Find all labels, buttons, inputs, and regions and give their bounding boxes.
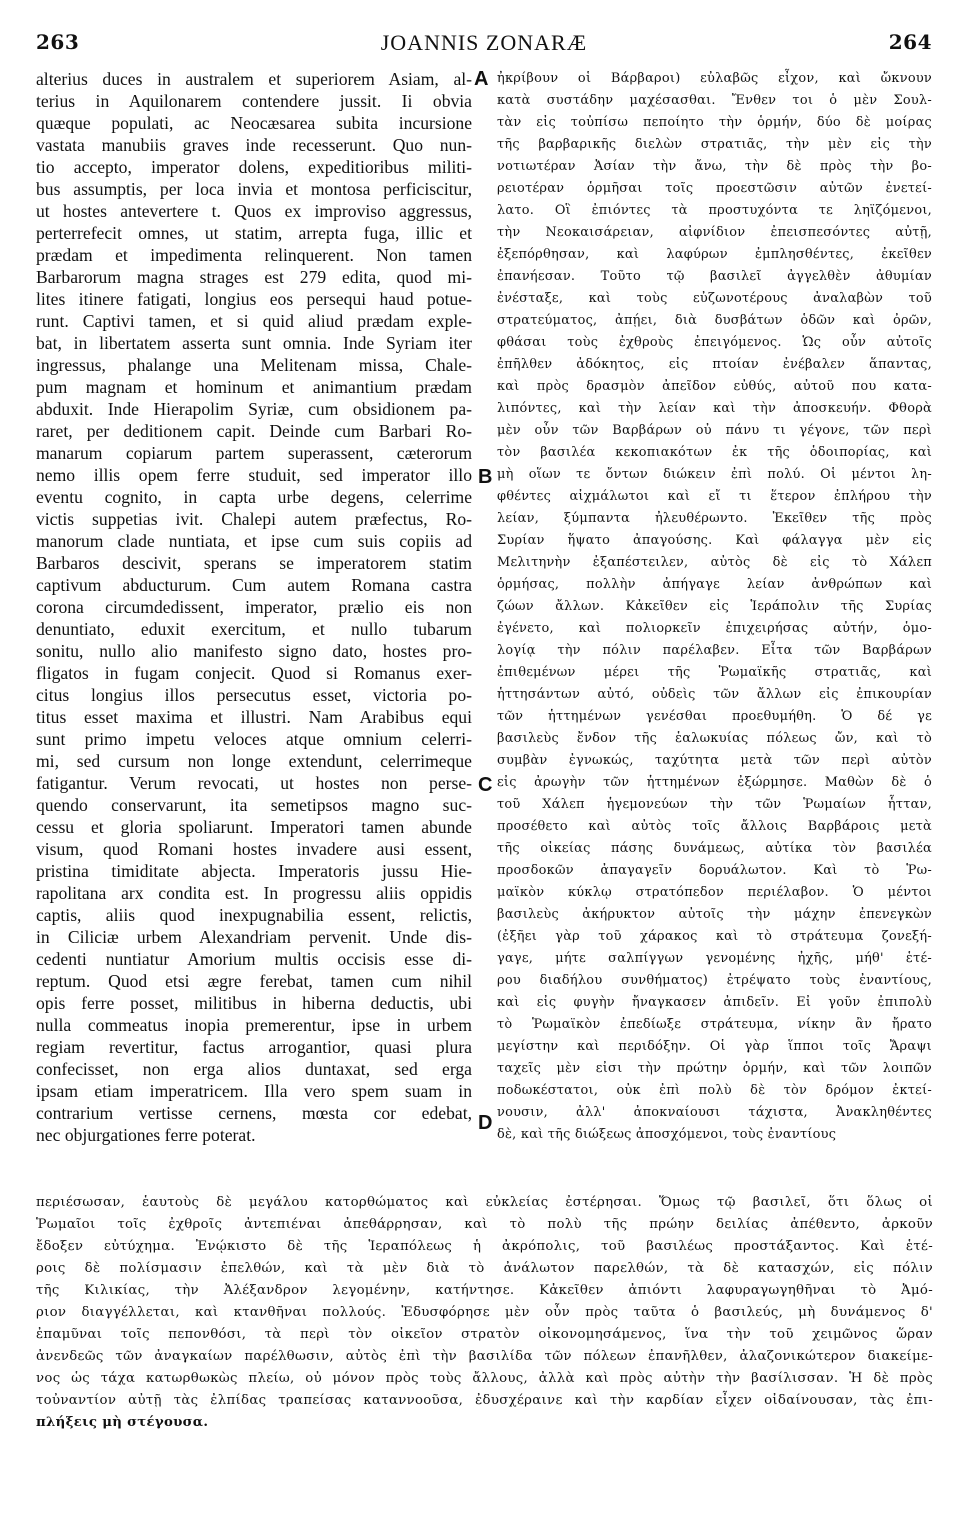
greek-text-line: μὲν οὖν τῶν Βαρβάρων οὐ πάνυ τι γέγονε, τῶν περὶ [497,423,932,438]
greek-text-line: φθέντες αἰχμάλωτοι καὶ εἴ τι ἕτερον ἐπλήρου τὴν [497,489,932,504]
greek-text-line: γαγε, μήτε σαλπίγγων γενομένης ἠχῆς, μήθ' ἑτέ- [497,951,932,966]
latin-text-line: confecisset, non erga alios duntaxat, sed erga [36,1059,472,1079]
right-page-number: 264 [888,30,932,54]
latin-text-line: abduxit. Inde Hierapolim Syriæ, cum obsidionem pa- [36,399,472,419]
latin-text-line: sonitu, nullo alio manifesto signo dato, hostes pro- [36,641,472,661]
latin-text-line: quæque populati, ac Neocæsarea subita incursione [36,113,472,133]
running-title: JOANNIS ZONARÆ [380,30,588,55]
latin-text-line: runt. Captivi tamen, et si quid aliud prædam explе- [36,311,472,331]
latin-text-line: mi, sed cursum non longe extendunt, celerrimeque [36,751,472,771]
greek-full-width-line: ροις δὲ πολίσμασιν ἐπελθών, καὶ τὰ μὲν διὰ τὸ ἀνάλωτον παρελθών, τὰ δὲ κατασχών, εἰς πόλιν [36,1261,933,1276]
latin-text-line: regiam revertitur, factus arrogantior, quasi plura [36,1037,472,1057]
greek-text-line: συμβὰν ἐγνωκώς, ταχύτητα μετὰ τῶν περὶ αὐτὸν [497,753,932,768]
greek-column [497,68,932,1146]
greek-text-line: εἰς ἀρωγὴν τῶν ἡττημένων ἐξώρμησε. Μαθὼν δὲ ὁ [497,775,932,790]
greek-full-width-line: περιέσωσαν, ἑαυτοὺς δὲ μεγάλου κατορθώματος καὶ εὐκλείας ἐστέρησαι. Ὅμως τῷ βασιλεῖ, ὅτι ὅλως οἱ [36,1195,933,1210]
latin-text-line: captis, aliis quod inexpugnabilia essent, relictis, [36,905,472,925]
section-marker-c: C [478,774,493,796]
latin-text-line: ingressus, phalange una Melitenam missa, Chale- [36,355,472,375]
latin-text-line: victis suppetias ivit. Chalepi autem præfectus, Ro- [36,509,472,529]
latin-text-line: opis ferre posset, militibus in hiberna deductis, ubi [36,993,472,1013]
greek-text-line: ἐγένετο, καὶ πολιορκεῖν ἐπιχειρήσας αὐτήν, ὁμο- [497,621,932,636]
latin-text-line: ut hostes antevertere t. Quos ex improviso aggressus, [36,201,472,221]
greek-text-line: δὲ, καὶ τῆς διώξεως ἀποσχόμενοι, τοὺς ἐναντίους [497,1127,837,1142]
latin-text-line: corona circumdedissent, imperator, prælio eis non [36,597,472,617]
latin-text-line: nemo illis opem ferre studuit, sed imperator illo [36,465,472,485]
latin-text-line: alterius duces in australem et superiorem Asiam, al- [36,69,472,89]
greek-text-line: τῆς βαρβαρικῆς διελὼν στρατιᾶς, τὴν μὲν εἰς τὴν [497,137,932,152]
greek-text-line: ἐπιθεμένων μέρει τῆς Ῥωμαϊκῆς στρατιᾶς, καὶ [497,665,932,680]
latin-text-line: prædam et impedimenta relinquerent. Non tamen [36,245,472,265]
latin-text-line: quendo conservarunt, ita semetipsos magno suc- [36,795,472,815]
greek-full-width-line: ἔδοξεν εὐτύχημα. Ἐνῴκιστο δὲ τῆς Ἱεραπόλεως ἡ ἀκρόπολις, τοῦ βασιλέως προστάξαντος. Καὶ ἑτέ- [36,1239,933,1254]
greek-full-width-block [36,1192,933,1434]
section-marker-d: D [478,1112,493,1134]
latin-text-line: bus assumptis, per loca invia et montosa perficiscitur, [36,179,472,199]
latin-text-line: titus esset maxima et illustri. Nam Arabibus equi [36,707,472,727]
greek-text-line: καὶ εἰς φυγὴν ἤναγκασεν ἀπιδεῖν. Εἰ γοῦν ἐπιπολὺ [497,995,932,1010]
greek-full-width-line: ἀνενδεῶς τῶν ἀναγκαίων παρέλθωσιν, αὐτὸς ἐπὶ τὴν βασιλίδα τῶν πόλεων ἐπανῆλθεν, ἀλαζονικώτερον διακείμε- [36,1349,933,1364]
greek-text-line: ρου διαδήλου συνθήματος) ἐτρέψατο τοὺς ἐναντίους, [497,973,932,988]
latin-text-line: eventu cognito, in capta urbe degens, celerrime [36,487,472,507]
latin-text-line: pum magnam et hominum et animantium prædam [36,377,472,397]
running-header [36,30,932,58]
greek-text-line: ταχεῖς μὲν εἰσι τὴν πρώτην ὁρμήν, καὶ τῶν λοιπῶν [497,1061,932,1076]
greek-full-width-line: νος ὡς τάχα κατωρθωκὼς πλείω, οὐ μόνον πρὸς τοὺς ἄλλους, ἀλλὰ καὶ πρὸς αὐτὴν τὴν βασίλισσαν. Ἡ δὲ πρὸς [36,1371,933,1386]
latin-text-line: rapolitana arx condita est. In progressu aliis oppidis [36,883,472,903]
latin-text-line: captivum abducturum. Cum autem Romana castra [36,575,472,595]
greek-text-line: λιπόντες, καὶ τὴν λείαν καὶ τὴν ἀποσκευήν. Φθορὰ [497,401,932,416]
latin-text-line: lites itinere fatigati, longius eos persequi haud potue- [36,289,472,309]
greek-full-width-line: πλήξεις μὴ στέγουσα. [36,1415,209,1430]
latin-text-line: visum, quod Romani hostes invadere ausi essent, [36,839,472,859]
latin-text-line: raret, per deditionem capit. Deinde cum Barbari Ro- [36,421,472,441]
greek-text-line: τὸν βασιλέα κεκοπιακότων ἐκ τῆς ὁδοιπορίας, καὶ [497,445,932,460]
greek-text-line: μαϊκὸν κύκλῳ στρατόπεδον περιέλαβον. Ὁ μέντοι [497,885,932,900]
latin-text-line: reptum. Quod etsi ægre ferebat, tamen cum nihil [36,971,472,991]
section-marker-b: B [478,466,493,488]
latin-text-line: manarum copiarum partem superassent, cæterorum [36,443,472,463]
greek-text-line: λείαν, ξύμπαντα ἠλευθέρωντο. Ἐκεῖθεν τῆς πρὸς [497,511,932,526]
latin-text-line: citus longius illos persecutus esset, victoria po- [36,685,472,705]
latin-text-line: Barbaros descivit, sperans se imperatorem statim [36,553,472,573]
greek-text-line: ἐξεπόρθησαν, καὶ λαφύρων ἐμπλησθέντες, ἐκεῖθεν [497,247,932,262]
latin-text-line: bat, in libertatem asserta sunt omnia. Inde Syriam iter [36,333,472,353]
greek-full-width-line: τοὐναντίον αὐτῇ τὰς ἐλπίδας τραπείσας καταννοοῦσα, ἐδυσχέραινε καὶ τὴν καρδίαν εἶχεν οἰδαίνουσαν, τὰς ἐπι- [36,1393,933,1408]
greek-full-width-line: τῆς Κιλικίας, τὴν Ἀλέξανδρον λεγομένην, κατήντησε. Κἀκεῖθεν ἀπιόντι λαφυραγωγηθῆναι τὸ Ἀμό- [36,1283,933,1298]
greek-text-line: Συρίαν ἥψατο ἀπαγούσης. Καὶ φάλαγγα μὲν εἰς [497,533,932,548]
greek-text-line: ὁρμήσας, πολλὴν ἀπήγαγε λείαν ἀνθρώπων καὶ [497,577,932,592]
greek-text-line: ἐπῆλθεν ἀδόκητος, εἰς πτοίαν ἐνέβαλεν ἅπαντας, [497,357,932,372]
greek-text-line: μεγίστην καὶ περιδόξην. Οἱ γὰρ ἵπποι τοῖς Ἄραψι [497,1039,932,1054]
latin-text-line: pristina timiditate abjecta. Imperatoris jussu Hie- [36,861,472,881]
greek-text-line: κατὰ συστάδην μαχέσασθαι. Ἔνθεν τοι ὁ μὲν Σουλ- [497,93,932,108]
latin-text-line: ipsam etiam imperatricem. Illa vero spem suam in [36,1081,472,1101]
greek-text-line: ἐνέσταξε, καὶ τοὺς εὐζωνοτέρους ἀναλαβὼν τοῦ [497,291,932,306]
latin-text-line: fatigantur. Verum revocati, ut hostes non perse- [36,773,472,793]
greek-text-line: λογίᾳ τὴν πόλιν παρέλαβεν. Εἶτα τῶν Βαρβάρων [497,643,932,658]
greek-text-line: στρατεύματος, ἀπῄει, διὰ δυσβάτων ὁδῶν καὶ ὀρῶν, [497,313,932,328]
greek-text-line: τὰν εἰς τοὐπίσω πεποίητο τὴν ὁρμήν, δύο δὲ μοίρας [497,115,932,130]
greek-text-line: τῆς οἰκείας πάσης δυνάμεως, αὐτίκα τὸν βασιλέα [497,841,932,856]
section-marker-a: A [474,68,489,90]
greek-text-line: ποδωκέστατοι, οὐκ ἐπὶ πολὺ δὲ τὸν δρόμον ἐκτεί- [497,1083,932,1098]
greek-text-line: ἠκρίβουν οἱ Βάρβαροι) εὐλαβῶς εἶχον, καὶ ὤκνουν [497,71,932,86]
latin-text-line: contrarium vertisse cernens, mœsta cor edebat, [36,1103,472,1123]
latin-text-line: cedenti nuntiatur Amorium multis occisis esse di- [36,949,472,969]
latin-text-line: in Ciliciæ urbem Alexandriam pervenit. Unde dis- [36,927,472,947]
greek-text-line: τῶν ἡττημένων γενέσθαι προεθυμήθη. Ὁ δέ γε [497,709,932,724]
greek-text-line: ἐπανήεσαν. Τοῦτο τῷ βασιλεῖ ἀγγελθὲν ἀθυμίαν [497,269,932,284]
latin-text-line: nec objurgationes ferre poterat. [36,1125,256,1145]
greek-text-line: λατο. Οἳ ἐπιόντες τὰ προστυχόντα τε ληϊζόμενοι, [497,203,932,218]
greek-text-line: προσδοκῶν ἀπαγαγεῖν δορυάλωτον. Καὶ τὸ Ῥω- [497,863,932,878]
latin-text-line: sunt primo impetu veloces atque omnium celerri- [36,729,472,749]
greek-text-line: μὴ οἵων τε ὄντων διώκειν ἐπὶ πολύ. Οἱ μέντοι λη- [497,467,932,482]
greek-text-line: βασιλεὺς ἔνδον τῆς ἑαλωκυίας πόλεως ὤν, καὶ τὸ [497,731,932,746]
latin-text-line: perterrefecit omnes, ut statim, arrepta fuga, illic et [36,223,472,243]
greek-text-line: καὶ πρὸς δρασμὸν ἀπεῖδον εὐθύς, αὐτοῦ που κατα- [497,379,932,394]
latin-text-line: terius in Aquilonarem contendere jussit. Ii obvia [36,91,472,111]
greek-text-line: προσέθετο καὶ αὐτὸς τοῖς ἄλλοις Βαρβάροις μετὰ [497,819,932,834]
greek-text-line: τὴν Νεοκαισάρειαν, αἰφνίδιον ἐπεισπεσόντες αὐτῇ, [497,225,932,240]
latin-text-line: vastata manubiis graves inde recesserunt. Quo nun- [36,135,472,155]
greek-text-line: φθάσαι τοὺς ἐχθροὺς ἐπειγόμενος. Ὡς οὖν αὐτοῖς [497,335,932,350]
greek-text-line: νοτιωτέραν Ἀσίαν τὴν ἄνω, τὴν δὲ πρὸς τὴν βο- [497,159,932,174]
latin-text-line: manorum clade nuntiata, et ipse cum suis copiis ad [36,531,472,551]
greek-text-line: (ἐξῆει γὰρ τοῦ χάρακος καὶ τὸ στράτευμα ζονεξή- [497,929,932,944]
greek-text-line: τοῦ Χάλεπ ἡγεμονεύων τὴν τῶν Ῥωμαίων ἧτταν, [497,797,932,812]
latin-column [36,68,472,1146]
greek-full-width-line: Ῥωμαῖοι τοῖς ἐχθροῖς ἀντεπιέναι ἀπεθάρρησαν, καὶ τὸ πολὺ τῆς πρώην δειλίας ἀπέθεντο, ἀρκοῦν [36,1217,933,1232]
greek-text-line: τὸ Ῥωμαϊκὸν ἐπεδίωξε στράτευμα, νίκην ἂν ἤρατο [497,1017,932,1032]
latin-text-line: fligatos in fugam conjecit. Quod si Romanus exer- [36,663,472,683]
latin-text-line: Barbarorum magna strages est 279 edita, quod mi- [36,267,472,287]
greek-text-line: ζώων ἄλλων. Κἀκεῖθεν εἰς Ἱεράπολιν τῆς Συρίας [497,599,932,614]
greek-text-line: ἡττησάντων αὐτό, οὐδεὶς τῶν ἄλλων εἰς ἐπικουρίαν [497,687,932,702]
latin-text-line: tio accepto, imperator dolens, expeditioribus militi- [36,157,472,177]
latin-text-line: denuntiato, eduxit exercitum, et nullo tubarum [36,619,472,639]
latin-text-line: nulla commeatus inopia premerentur, ipse in urbem [36,1015,472,1035]
left-page-number: 263 [36,30,80,54]
greek-full-width-line: ριον διαγγέλλεται, καὶ κτανθῆναι πολλούς. Ἐδυσφόρησε μὲν οὖν πρὸς ταῦτα ὁ βασιλεύς, μὴ δυνάμενος δ' [36,1305,933,1320]
greek-text-line: Μελιτηνὴν ἐξαπέστειλεν, αὐτὸς δὲ εἰς τὸ Χάλεπ [497,555,932,570]
greek-text-line: νουσιν, ἀλλ' ἀποκναίουσι τάχιστα, Ἀνακληθέντες [497,1105,932,1120]
greek-full-width-line: ἐπαμῦναι τοῖς πεπονθόσι, τὰ περὶ τὸν οἰκεῖον στρατὸν οἰκονομησάμενος, ἵνα τὴν τοῦ χειμῶνος ὥραν [36,1327,933,1342]
greek-text-line: βασιλεὺς ἀκήρυκτον αὐτοῖς τὴν μάχην ἐπενεγκὼν [497,907,932,922]
greek-text-line: ρειοτέραν ὁρμῆσαι τοῖς προεστῶσιν αὐτῶν ἐνετεί- [497,181,932,196]
latin-text-line: cessu et gloria spoliarunt. Imperatori tamen abunde [36,817,472,837]
